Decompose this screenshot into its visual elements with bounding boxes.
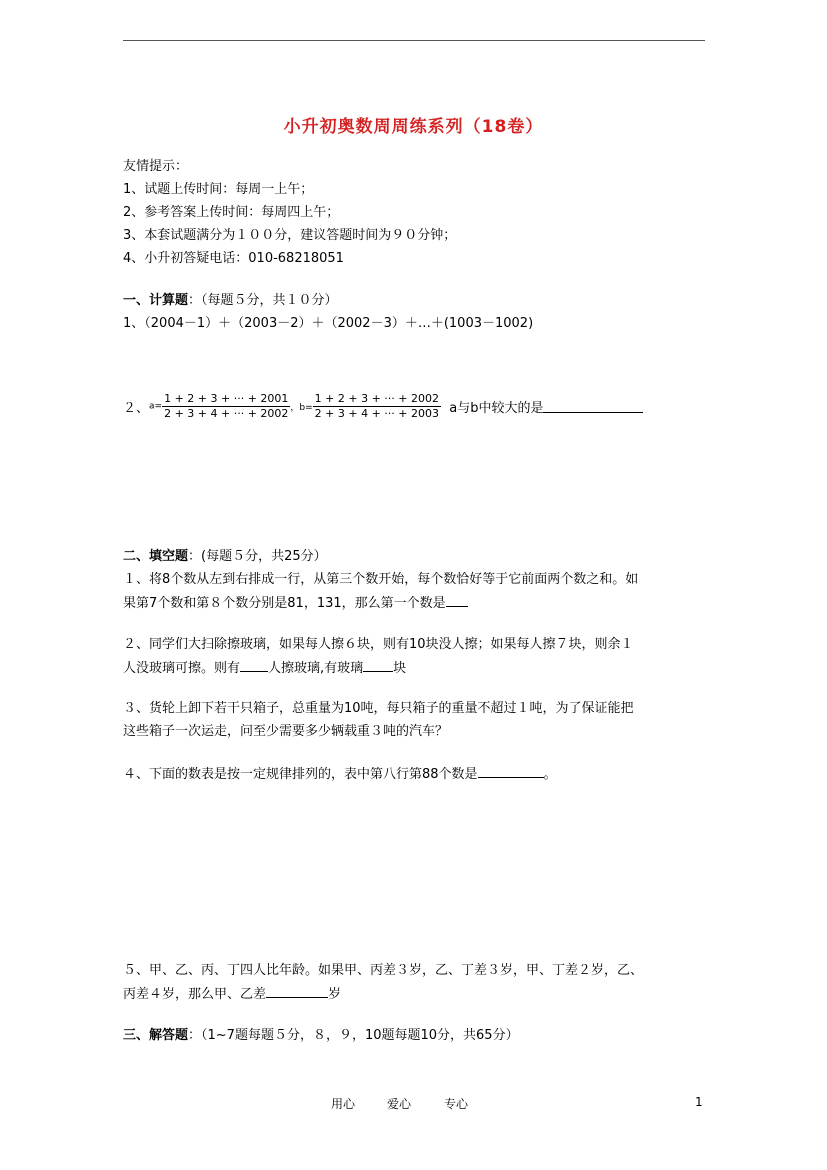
tip-item: 2、参考答案上传时间：每周四上午； [123,205,340,220]
fraction-a-numerator: 1 + 2 + 3 + ··· + 2001 [164,392,289,405]
section3-note: ：（1~7题每题５分，８，９，10题每题10分，共65分） [188,1028,519,1043]
section1-heading [123,292,338,310]
q5-text-b: 岁 [328,987,342,1002]
section1-label: 一、计算题 [123,293,189,308]
section2-question-2-line-1: ２、同学们大扫除擦玻璃，如果每人擦６块，则有10块没人擦；如果每人擦７块，则余１ [123,637,634,652]
answer-blank[interactable] [363,659,393,672]
answer-blank[interactable] [543,400,643,413]
q5-text-a: 丙差４岁，那么甲、乙差 [123,987,267,1002]
answer-blank[interactable] [240,659,268,672]
section2-question-4 [123,765,557,784]
section2-label: 二、填空题 [123,549,189,564]
section2-question-3-line-2: 这些箱子一次运走，问至少需要多少辆载重３吨的汽车？ [123,724,449,739]
answer-blank[interactable] [446,594,468,607]
q2-text-a: 人没玻璃可擦。则有 [123,661,241,676]
section2-question-5-line-1: ５、甲、乙、丙、丁四人比年龄。如果甲、丙差３岁，乙、丁差３岁，甲、丁差２岁，乙、 [123,963,644,978]
tip-item: 1、试题上传时间：每周一上午； [123,182,314,197]
fraction-b-denominator: 2 + 3 + 4 + ··· + 2003 [314,407,439,420]
fraction-a-denominator: 2 + 3 + 4 + ··· + 2002 [164,407,289,420]
q2-text-b: 人擦玻璃,有玻璃 [268,661,364,676]
answer-blank[interactable] [478,765,544,778]
document-title: 小升初奥数周周练系列（18卷） [283,117,544,137]
fraction-b [313,392,441,421]
footer-left: 用心 [331,1097,356,1111]
q4-text-b: 。 [543,767,557,782]
section2-note: ：(每题５分，共25分） [188,549,327,564]
header-rule [123,40,705,41]
section1-note: ：（每题５分，共１０分） [188,293,338,308]
section3-heading [123,1027,519,1045]
q2-a-label: a= [149,401,163,412]
q2-b-label: ，b= [290,403,313,413]
page-number: 1 [695,1095,703,1109]
section1-question-2 [123,392,643,421]
section2-question-2-line-2 [123,659,406,678]
section2-question-3-line-1: ３、货轮上卸下若干只箱子，总重量为10吨，每只箱子的重量不超过１吨，为了保证能把 [123,701,634,716]
q4-text-a: ４、下面的数表是按一定规律排列的，表中第八行第88个数是 [123,767,478,782]
tips-heading: 友情提示： [123,159,189,174]
q2-text-c: 块 [393,661,407,676]
tip-item: 4、小升初答疑电话：010-68218051 [123,251,344,266]
q2-suffix: a与b中较大的是 [449,401,544,416]
section2-question-1-line-1: １、将8个数从左到右排成一行，从第三个数开始，每个数恰好等于它前面两个数之和。如 [123,572,639,587]
q2-prefix: ２、 [123,401,150,416]
footer-middle: 爱心 [387,1097,412,1111]
section3-label: 三、解答题 [123,1028,189,1043]
tip-item: 3、本套试题满分为１００分，建议答题时间为９０分钟； [123,228,457,243]
section2-heading [123,548,327,566]
section1-question-1: 1、（2004－1）＋（2003－2）＋（2002－3）＋…＋(1003－1002) [123,316,534,331]
fraction-a [162,392,290,421]
section2-question-5-line-2 [123,985,341,1004]
footer-right: 专心 [444,1097,469,1111]
answer-blank[interactable] [266,985,328,998]
q1-text: 果第7个数和第８个数分别是81，131，那么第一个数是 [123,596,446,611]
fraction-b-numerator: 1 + 2 + 3 + ··· + 2002 [314,392,439,405]
section2-question-1-line-2 [123,594,468,613]
